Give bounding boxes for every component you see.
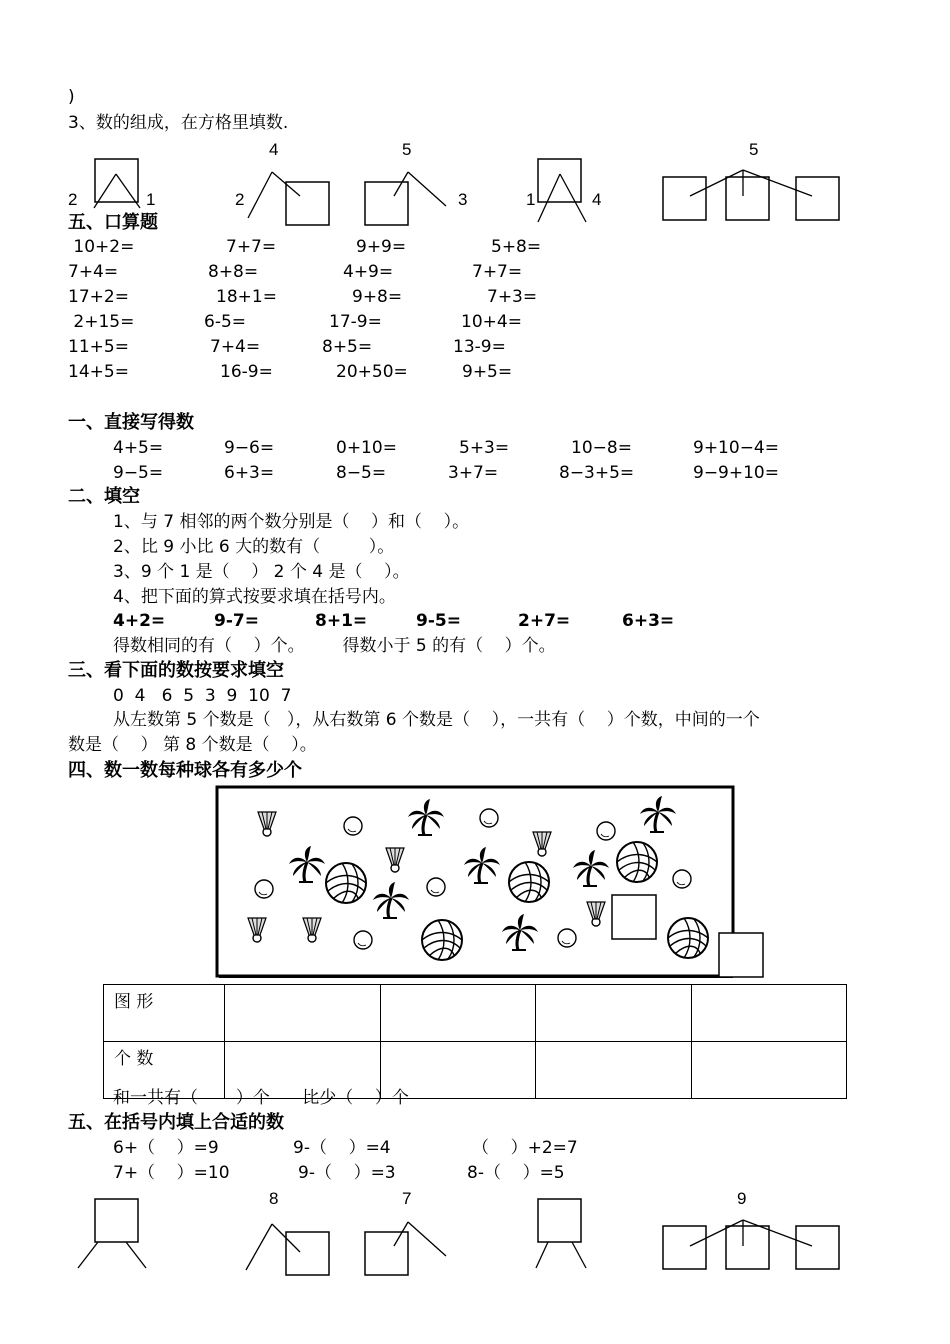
calc-cell: 16-9= bbox=[220, 362, 273, 382]
paren-cell: 6+（ ）=9 bbox=[113, 1138, 219, 1158]
calc-cell: 7+3= bbox=[487, 287, 538, 307]
calc-cell: 7+7= bbox=[472, 262, 523, 282]
direct-cell: 4+5= bbox=[113, 438, 164, 458]
number-bond-b4 bbox=[536, 1199, 586, 1268]
section-numbers-title: 三、看下面的数按要求填空 bbox=[68, 660, 284, 681]
bond-b2-top: 8 bbox=[269, 1189, 279, 1208]
count-footer-line: 和一共有（ ）个 比少（ ）个 bbox=[113, 1088, 409, 1108]
fill-question-2: 2、比 9 小比 6 大的数有（ ）。 bbox=[113, 537, 395, 557]
numbers-question-line-2: 数是（ ） 第 8 个数是（ ）。 bbox=[68, 735, 317, 755]
number-bond-b2 bbox=[246, 1189, 329, 1275]
bond-3-right: 3 bbox=[458, 190, 468, 209]
section-direct-answer-title: 一、直接写得数 bbox=[68, 412, 194, 433]
expression: 9-7= bbox=[214, 611, 259, 631]
calc-cell: 17+2= bbox=[68, 287, 129, 307]
direct-cell: 10−8= bbox=[571, 438, 632, 458]
bond-4-right: 4 bbox=[592, 190, 602, 209]
expression: 6+3= bbox=[622, 611, 675, 631]
calc-cell: 9+5= bbox=[462, 362, 513, 382]
bond-4-left: 1 bbox=[526, 190, 536, 209]
number-bond-b3 bbox=[365, 1189, 446, 1275]
calc-cell: 10+2= bbox=[68, 237, 135, 257]
direct-cell: 8−3+5= bbox=[559, 463, 635, 483]
row-label-shape: 图 形 bbox=[104, 985, 225, 1042]
paren-cell: 7+（ ）=10 bbox=[113, 1163, 230, 1183]
bond-3-top: 5 bbox=[402, 140, 412, 159]
number-bond-b1 bbox=[78, 1199, 146, 1268]
row-label-count: 个 数 bbox=[104, 1042, 225, 1099]
bond-1-left: 2 bbox=[68, 190, 78, 209]
calc-cell: 13-9= bbox=[453, 337, 506, 357]
fill-question-1: 1、与 7 相邻的两个数分别是（ ）和（ ）。 bbox=[113, 512, 470, 532]
calc-cell: 8+8= bbox=[208, 262, 259, 282]
paren-cell: （ ）+2=7 bbox=[472, 1138, 578, 1158]
direct-cell: 9−5= bbox=[113, 463, 164, 483]
calc-cell: 7+4= bbox=[210, 337, 261, 357]
bond-5-top: 5 bbox=[749, 140, 759, 159]
calc-cell: 11+5= bbox=[68, 337, 129, 357]
question-3-title: 3、数的组成，在方格里填数. bbox=[68, 113, 289, 133]
section-fill-blank-title: 二、填空 bbox=[68, 486, 140, 507]
calc-cell: 7+4= bbox=[68, 262, 119, 282]
direct-cell: 8−5= bbox=[336, 463, 387, 483]
numbers-question-line-1: 从左数第 5 个数是（ ），从右数第 6 个数是（ ），一共有（ ）个数，中间的一个 bbox=[113, 710, 760, 730]
section-count-balls-title: 四、数一数每种球各有多少个 bbox=[68, 760, 302, 781]
calc-cell: 4+9= bbox=[343, 262, 394, 282]
bond-1-right: 1 bbox=[146, 190, 156, 209]
calc-cell: 7+7= bbox=[226, 237, 277, 257]
bond-b3-top: 7 bbox=[402, 1189, 412, 1208]
bond-b5-top: 9 bbox=[737, 1189, 747, 1208]
section-fill-parentheses-title: 五、在括号内填上合适的数 bbox=[68, 1112, 284, 1133]
calc-cell: 18+1= bbox=[216, 287, 277, 307]
calc-cell: 9+9= bbox=[356, 237, 407, 257]
paren-cell: 9-（ ）=3 bbox=[298, 1163, 396, 1183]
direct-cell: 0+10= bbox=[336, 438, 397, 458]
bond-2-left: 2 bbox=[235, 190, 245, 209]
section-oral-calc-title: 五、口算题 bbox=[68, 212, 158, 233]
fill-answer-line: 得数相同的有（ ）个。 得数小于 5 的有（ ）个。 bbox=[113, 636, 556, 656]
bond-2-top: 4 bbox=[269, 140, 279, 159]
direct-cell: 3+7= bbox=[448, 463, 499, 483]
calc-cell: 2+15= bbox=[68, 312, 135, 332]
expression: 8+1= bbox=[315, 611, 368, 631]
expression: 9-5= bbox=[416, 611, 461, 631]
calc-cell: 20+50= bbox=[336, 362, 408, 382]
calc-cell: 5+8= bbox=[491, 237, 542, 257]
calc-cell: 8+5= bbox=[322, 337, 373, 357]
direct-cell: 6+3= bbox=[224, 463, 275, 483]
calc-cell: 6-5= bbox=[204, 312, 247, 332]
calc-cell: 9+8= bbox=[352, 287, 403, 307]
fill-question-4: 4、把下面的算式按要求填在括号内。 bbox=[113, 587, 396, 607]
direct-cell: 5+3= bbox=[459, 438, 510, 458]
paren-cell: 9-（ ）=4 bbox=[293, 1138, 391, 1158]
number-bond-b5 bbox=[663, 1189, 839, 1269]
direct-cell: 9+10−4= bbox=[693, 438, 779, 458]
fragment-text: ) bbox=[68, 87, 75, 107]
calc-cell: 14+5= bbox=[68, 362, 129, 382]
calc-cell: 10+4= bbox=[461, 312, 522, 332]
direct-cell: 9−9+10= bbox=[693, 463, 779, 483]
expression: 2+7= bbox=[518, 611, 571, 631]
direct-cell: 9−6= bbox=[224, 438, 275, 458]
number-sequence: 0 4 6 5 3 9 10 7 bbox=[113, 686, 292, 706]
fill-question-3: 3、9 个 1 是（ ） 2 个 4 是（ ）。 bbox=[113, 562, 410, 582]
paren-cell: 8-（ ）=5 bbox=[467, 1163, 565, 1183]
calc-cell: 17-9= bbox=[329, 312, 382, 332]
expression: 4+2= bbox=[113, 611, 166, 631]
